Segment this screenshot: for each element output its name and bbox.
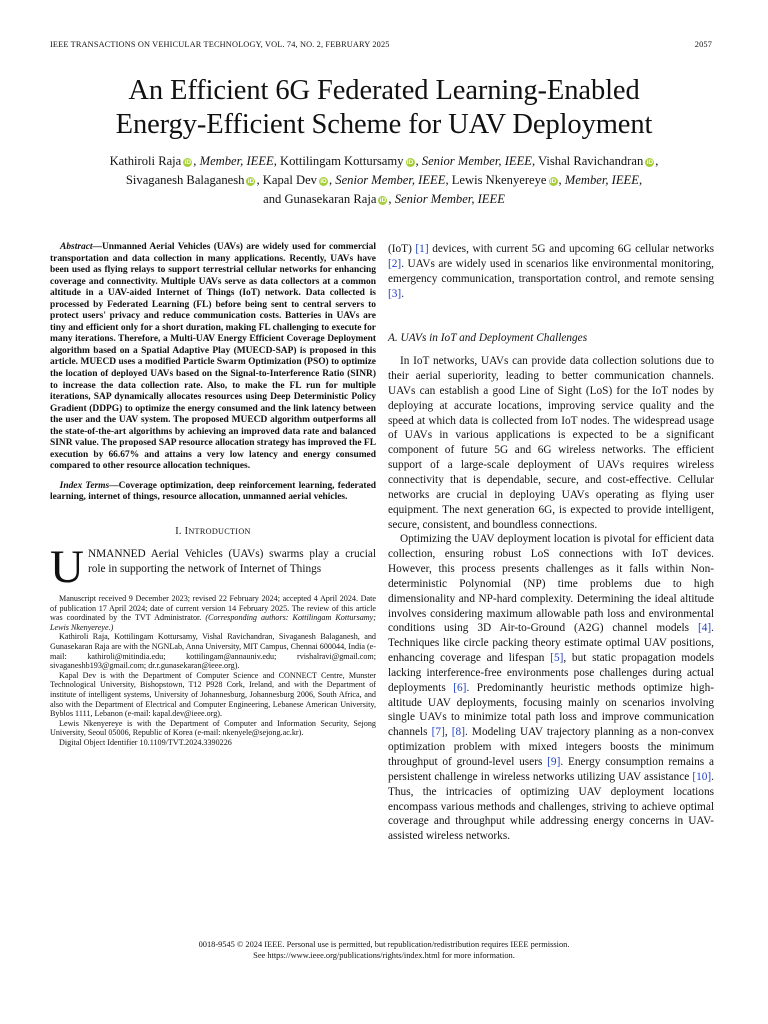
index-terms-label: Index Terms — [59, 480, 110, 491]
author-role: Senior Member, IEEE — [335, 173, 446, 187]
intro-paragraph — [50, 541, 376, 594]
citation-link[interactable]: [6] — [453, 681, 467, 694]
author-role: Member, IEEE — [564, 173, 639, 187]
index-terms: Index Terms—Coverage optimization, deep reinforcement learning, federated learning, internet of things, resource allocation, unmanned aerial vehicles. — [50, 480, 377, 503]
copyright-footer — [40, 939, 728, 961]
citation-link[interactable]: [9] — [547, 756, 561, 768]
citation-link[interactable]: [4] — [697, 622, 712, 635]
author-name: Kapal Dev — [262, 173, 317, 187]
footnote-affiliation: Kathiroli Raja, Kottilingam Kottursamy, Vishal Ravichandran, Sivaganesh Balaganesh, and Gunasekaran Raja are with the NGNLab, Anna University, MIT Campus, Chennai 600044, India (e-mail: kathiroli@mitindia.edu; kottilingam@annauniv.edu; rvishalravi@gmail.com; sivaganeshb193@gmail.com; dr.r.gunasekaran@ieee.org). — [50, 632, 376, 671]
paper-title — [40, 74, 728, 142]
body-paragraph: Optimizing the UAV deployment location is pivotal for efficient data collection, ensuring robust LoS connections with IoT devices. However, this process presents challenges as it falls within Non-deterministic Polynomial (NP) time problems due to high dimensionality and NP-hard complexity. Determining the ideal altitude involves considering maximum allowable path loss and environmental conditions using 3D Air-to-Ground (A2G) channel models [4]. Techniques like circle packing theory estimate optimal UAV positions, enhancing coverage and lifespan [5], but static propagation models lacking interference-free environments pose challenges during actual deployments [6]. Predominantly heuristic methods optimize high-altitude UAV deployments, focusing mainly on scenarios involving single UAVs to minimize total path loss and improve communication channels [7], [8]. Modeling UAV trajectory planning as a non-convex optimization problem with mixed integers boosts the minimum throughput of ground-level users [9]. Energy consumption remains a persistent challenge in wireless networks utilizing UAV assistance [10]. Thus, the intricacies of optimizing UAV deployment locations encompass various methods and challenges, striving to achieve optimal coverage and throughput while addressing energy concerns in UAV-assisted wireless networks. — [388, 533, 714, 843]
author-name: Gunasekaran Raja — [284, 192, 377, 206]
author-name: Kathiroli Raja — [109, 154, 182, 168]
citation-link[interactable]: [5] — [550, 652, 564, 665]
footnote-doi: Digital Object Identifier 10.1109/TVT.2024.3390226 — [59, 737, 232, 747]
author-line-1: Kathiroli Raja iD , Member, IEEE, Kottilingam Kottursamy iD , Senior Member, IEEE, Vishal Ravichandran iD , — [109, 154, 659, 168]
author-name: Kottilingam Kottursamy — [280, 154, 404, 168]
title-line-2: Energy-Efficient Scheme for UAV Deployment — [115, 109, 653, 140]
running-header — [50, 40, 712, 52]
page-number: 2057 — [694, 40, 712, 49]
section-title-first: I — [184, 526, 189, 538]
orcid-icon[interactable]: iD — [247, 178, 255, 185]
journal-name: IEEE TRANSACTIONS ON VEHICULAR TECHNOLOGY, VOL. 74, NO. 2, FEBRUARY 2025 — [50, 40, 390, 49]
author-name: Vishal Ravichandran — [538, 154, 644, 168]
citation-link[interactable]: [3] — [388, 287, 402, 300]
orcid-icon[interactable]: iD — [549, 178, 557, 185]
orcid-icon[interactable]: iD — [379, 197, 387, 204]
footnotes — [50, 594, 376, 748]
continued-paragraph: (IoT) [1] devices, with current 5G and upcoming 6G cellular networks [2]. UAVs are widely used in scenarios like environmental monitoring, emergency communication, transportation control, and remote sensing [3]. — [388, 243, 714, 300]
abstract: Abstract—Unmanned Aerial Vehicles (UAVs) are widely used for commercial transportation and data collection in many applications. Recently, UAVs have been used as flying relays to support terrestrial cellular networks for enhancing coverage and connectivity. Multiple UAVs serve as data collectors at a common altitude in a UAV-aided Internet of Things (IoT) network. Data collected is processed by Federated Learning (FL) before being sent to central servers to protect users' privacy and reduce communication costs. Batteries in UAVs are tiny and efficient only for a short duration, making FL challenging to execute for many iterations. Therefore, a Multi-UAV Energy Efficient Coverage Deployment algorithm based on a Spatial Adaptive Play (MUECD-SAP) is proposed in this article. MUECD uses a modified Particle Swarm Optimization (PSO) to optimize the location of deployed UAVs based on the Signal-to-Interference Ratio (SINR) to increase the data collection rate. Also, to make the FL run for multiple iterations, SAP dynamically allocates resources using Deep Deterministic Policy Gradient (DDPG) to optimize the energy consumed and the link latency between the user and the UAV system. The proposed MUECD algorithm outperforms all the state-of-the-art algorithms by achieving an improved data rate and balanced SINR value. The proposed SAP resource allocation strategy has improved the FL execution by 66.67% and attains a very low latency and energy consumed compared to other resource allocation techniques. — [50, 242, 377, 472]
section-heading — [50, 526, 376, 537]
author-role: Senior Member, IEEE — [394, 192, 505, 206]
citation-link[interactable]: [8] — [451, 726, 465, 739]
orcid-icon[interactable]: iD — [184, 159, 192, 166]
left-column — [50, 242, 376, 748]
author-name: Lewis Nkenyereye — [451, 173, 547, 187]
footnote-affiliation: Kapal Dev is with the Department of Computer Science and CONNECT Centre, Munster Technological University, Bishopstown, T12 P928 Cork, Ireland, and with the Department of institute of intelligent systems, University of Johannesburg, Johannesburg 2006, South Africa, and also with the Department of Electrical and Computer Engineering, Lebanese American University, Byblos 1111, Lebanon (e-mail: kapal.dev@ieee.org). — [50, 670, 376, 719]
author-list — [40, 152, 728, 209]
author-connector: and — [263, 192, 282, 206]
abstract-text: Unmanned Aerial Vehicles (UAVs) are widely used for commercial transportation and data collection in many applications. Recently, UAVs have been used as flying relays to support terrestrial cellular networks for enhancing coverage and connectivity. Multiple UAVs serve as data collectors at a common altitude in a UAV-aided Internet of Things (IoT) network. Data collected is processed by Federated Learning (FL) before being sent to central servers to protect users' privacy and reduce communication costs. Batteries in UAVs are tiny and efficient only for a short duration, making FL challenging to execute for many iterations. Therefore, a Multi-UAV Energy Efficient Coverage Deployment algorithm based on a Spatial Adaptive Play (MUECD-SAP) is proposed in this article. MUECD uses a modified Particle Swarm Optimization (PSO) to optimize the location of deployed UAVs based on the Signal-to-Interference Ratio (SINR) to increase the data collection rate. Also, to make the FL run for multiple iterations, SAP dynamically allocates resources using Deep Deterministic Policy Gradient (DDPG) to optimize the energy consumed and the link latency between the user and the UAV system. The proposed MUECD algorithm outperforms all the state-of-the-art algorithms by achieving an improved data rate and balanced SINR value. The proposed SAP resource allocation strategy has improved the FL execution by 66.67% and attains a very low latency and energy consumed compared to other resource allocation techniques. — [50, 242, 377, 472]
footnote-affiliation: Lewis Nkenyereye is with the Department of Computer and Information Security, Sejong University, Seoul 05006, Republic of Korea (e-mail: nkenyele@sejong.ac.kr). — [50, 718, 376, 738]
orcid-icon[interactable]: iD — [406, 159, 414, 166]
citation-link[interactable]: [2] — [388, 257, 402, 270]
section-title-rest: NTRODUCTION — [188, 527, 251, 537]
corresponding-authors: (Corresponding authors: Kottilingam Kottursamy; Lewis Nkenyereye.) — [50, 613, 376, 632]
title-line-1: An Efficient 6G Federated Learning-Enabled — [128, 75, 640, 106]
subsection-heading: A. UAVs in IoT and Deployment Challenges — [388, 332, 588, 345]
body-paragraph: In IoT networks, UAVs can provide data collection solutions due to their aerial superiority, leading to better communication channels. UAVs can establish a good Line of Sight (LoS) for the IoT nodes by deploying at accurate locations, improving service quality and the speed at which data is collected from IoT nodes. The widespread usage of UAVs in various applications is expected to be a significant component of future 5G and 6G wireless networks. The efficient support of a large-scale deployment of UAVs requires wireless connectivity that is dependable, secure, and cost-effective. Cellular networks are crucial in deploying UAVs operating as flying user equipment. The next generation 6G, is expected to provide intelligent, secure, consistent, and boundless connections. — [388, 355, 714, 531]
author-role: Senior Member, IEEE — [421, 154, 532, 168]
drop-cap: U — [50, 541, 84, 594]
index-terms-text: Coverage optimization, deep reinforcement learning, federated learning, internet of things, resource allocation, unmanned aerial vehicles. — [50, 480, 377, 503]
citation-link[interactable]: [10] — [692, 770, 712, 783]
copyright-line: 0018-9545 © 2024 IEEE. Personal use is permitted, but republication/redistribution requires IEEE permission. — [198, 940, 570, 949]
abstract-label: Abstract — [60, 242, 93, 252]
footnote-manuscript: Manuscript received 9 December 2023; revised 22 February 2024; accepted 4 April 2024. Date of publication 17 April 2024; date of current version 14 February 2025. The review of this article was coordinated by the TVT Administrator. (Corresponding authors: Kottilingam Kottursamy; Lewis Nkenyereye.) — [50, 594, 376, 632]
citation-link[interactable]: [1] — [415, 243, 429, 255]
author-name: Sivaganesh Balaganesh — [125, 173, 245, 187]
rights-url-line: See https://www.ieee.org/publications/rights/index.html for more information. — [253, 951, 515, 960]
intro-lead: NMANNED Aerial Vehicles (UAVs) swarms play a crucial role in supporting the network of Internet of Things — [87, 548, 376, 575]
author-line-2: Sivaganesh Balaganesh iD , Kapal Dev iD , Senior Member, IEEE, Lewis Nkenyereye iD , Member, IEEE, — [125, 173, 643, 187]
author-role: Member, IEEE — [199, 154, 274, 168]
citation-link[interactable]: [7] — [431, 726, 445, 739]
section-numeral: I. — [175, 526, 182, 538]
author-line-3: and Gunasekaran Raja iD , Senior Member, IEEE — [263, 192, 505, 206]
orcid-icon[interactable]: iD — [646, 159, 654, 166]
orcid-icon[interactable]: iD — [320, 178, 327, 185]
right-column — [388, 242, 714, 844]
